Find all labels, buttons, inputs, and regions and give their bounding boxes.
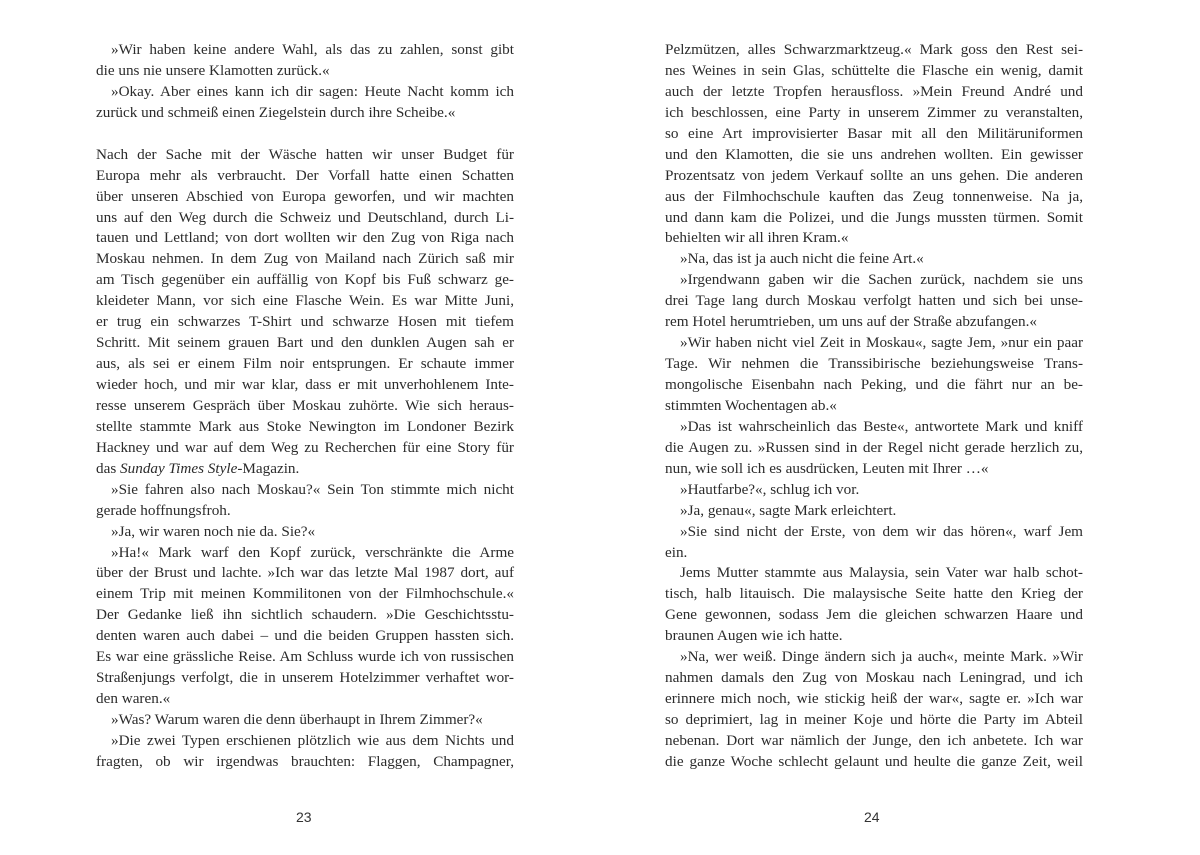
text-line: zurück und schmeiß einen Ziegelstein durch ihre Scheibe.«	[96, 103, 456, 121]
text-line: gerade hoffnungsfroh.	[96, 501, 231, 519]
magazine-title: Sunday Times Style	[120, 459, 238, 477]
text-line: »Wir haben nicht viel Zeit in Moskau«, sagte Jem, »nur ein paar	[680, 334, 1083, 352]
text-line: mongolische Eisenbahn nach Peking, und die fährt nur an be-	[665, 376, 1083, 393]
text-line: rem Hotel herumtrieben, um uns auf der Straße abzufangen.«	[665, 313, 1037, 331]
text-line: Pelzmützen, alles Schwarzmarktzeug.« Mark goss den Rest sei-	[665, 41, 1083, 58]
text-line: aus der Filmhochschule kauften das Zeug tonnenweise. Na ja,	[665, 187, 1083, 205]
text-line: am Tisch gegenüber ein auffällig von Kopf bis Fuß schwarz ge-	[96, 271, 514, 289]
text-line: »Ja, genau«, sagte Mark erleichtert.	[680, 501, 897, 519]
text-line: denten waren auch dabei – und die beiden Gruppen hassten sich.	[96, 627, 514, 645]
text-line: resse unserem Gespräch über Moskau zuhörte. Wie sich heraus-	[96, 396, 514, 414]
text-line: nebenan. Dort war nämlich der Junge, den ich anbetete. Ich war	[665, 731, 1083, 749]
right-page-text	[665, 40, 1083, 773]
text-line: wieder hoch, und mir war klar, dass er mit unverhohlenem Inte-	[96, 376, 514, 393]
text-line: so eine Art improvisierter Basar mit all den Militäruniformen	[665, 124, 1083, 142]
text-line: »Hautfarbe?«, schlug ich vor.	[680, 480, 860, 498]
text-line: »Die zwei Typen erschienen plötzlich wie aus dem Nichts und	[111, 731, 514, 749]
text-line: drei Tage lang durch Moskau verfolgt hatten und sich bei unse-	[665, 292, 1083, 310]
text-line: »Sie fahren also nach Moskau?« Sein Ton stimmte mich nicht	[111, 480, 514, 498]
text-line: die Augen zu. »Russen sind in der Regel nicht gerade herzlich zu,	[665, 438, 1083, 456]
text-line: Es war eine grässliche Reise. Am Schluss wurde ich von russischen	[96, 648, 514, 666]
text-line: »Wir haben keine andere Wahl, als das zu zahlen, sonst gibt	[111, 41, 514, 58]
text-line: »Das ist wahrscheinlich das Beste«, antwortete Mark und kniff	[680, 417, 1083, 435]
text-line: Tage. Wir nehmen die Transsibirische beziehungsweise Trans-	[665, 355, 1083, 373]
text-line: behielten wir all ihren Kram.«	[665, 229, 849, 247]
text-line: Nach der Sache mit der Wäsche hatten wir unser Budget für	[96, 145, 514, 163]
text-line: Schritt. Mit seinem grauen Bart und den dunklen Augen sah er	[96, 334, 514, 352]
text-line: auch der letzte Tropfen herausfloss. »Mein Freund André und	[665, 82, 1083, 100]
text-line: die ganze Woche schlecht gelaunt und heulte die ganze Zeit, weil	[665, 752, 1083, 770]
left-page-text	[96, 40, 514, 773]
text-line: nes Weines in sein Glas, schüttelte die Flasche ein wenig, damit	[665, 61, 1083, 79]
text-line: stimmten Wochentagen ab.«	[665, 396, 837, 414]
text-line: und dann kam die Polizei, und die Jungs mussten türmen. Somit	[665, 208, 1083, 226]
section-break	[96, 124, 514, 145]
text-line: »Ha!« Mark warf den Kopf zurück, verschränkte die Arme	[111, 543, 514, 561]
text-line: »Irgendwann gaben wir die Sachen zurück, nachdem sie uns	[680, 271, 1083, 289]
text-line: »Was? Warum waren die denn überhaupt in Ihrem Zimmer?«	[111, 711, 483, 728]
page-number-left: 23	[296, 809, 312, 825]
text-line: er trug ein schwarzes T-Shirt und schwarze Hosen mit tiefem	[96, 313, 514, 331]
text-line: einem Trip mit meinen Kommilitonen von der Filmhochschule.«	[96, 585, 514, 603]
text-line: kleideter Mann, vor sich eine Flasche Wein. Es war Mitte Juni,	[96, 292, 514, 310]
text-line: nahmen damals den Zug von Moskau nach Leningrad, und ich	[665, 669, 1083, 687]
text-line: tisch, halb litauisch. Die malaysische Seite hatte den Krieg der	[665, 585, 1083, 603]
text-line: »Sie sind nicht der Erste, von dem wir das hören«, warf Jem	[680, 522, 1083, 540]
text-line: ein.	[665, 543, 688, 561]
text-line: »Na, das ist ja auch nicht die feine Art.«	[680, 250, 924, 268]
text-segment: das	[96, 459, 121, 477]
text-line: Prozentsatz von jedem Verkauf sollte an uns gehen. Die anderen	[665, 166, 1083, 184]
text-line: aus, als sei er einem Film noir entsprungen. Er schaute immer	[96, 355, 514, 373]
text-line: die uns nie unsere Klamotten zurück.«	[96, 61, 330, 79]
text-line: Moskau nehmen. In dem Zug von Mailand nach Zürich saß mir	[96, 250, 514, 268]
text-line: braunen Augen wie ich hatte.	[665, 627, 843, 645]
text-line: tauen und Lettland; von dort wollten wir den Zug von Riga nach	[96, 229, 514, 247]
text-line: »Okay. Aber eines kann ich dir sagen: Heute Nacht komm ich	[111, 82, 514, 100]
text-line: fragten, ob wir irgendwas brauchten: Flaggen, Champagner,	[96, 752, 514, 770]
text-line: Straßenjungs verfolgt, die in unserem Hotelzimmer verhaftet wor-	[96, 669, 514, 687]
text-line: uns auf den Weg durch die Schweiz und Deutschland, durch Li-	[96, 208, 514, 226]
text-line: stellte stammte Mark aus Stoke Newington im Londoner Bezirk	[96, 417, 514, 435]
text-line	[96, 459, 514, 480]
text-line: »Na, wer weiß. Dinge ändern sich ja auch«, meinte Mark. »Wir	[680, 648, 1083, 666]
text-line: so deprimiert, lag in meiner Koje und hörte die Party im Abteil	[665, 711, 1083, 728]
text-line: über unseren Abschied von Europa geworfen, und wir machten	[96, 187, 514, 205]
text-line: erinnere mich noch, wie stickig heiß der war«, sagte er. »Ich war	[665, 690, 1083, 708]
text-line: über der Brust und lachte. »Ich war das letzte Mal 1987 dort, auf	[96, 564, 514, 582]
text-line: nun, wie soll ich es ausdrücken, Leuten mit Ihrer …«	[665, 459, 989, 477]
text-line: ich beschlossen, eine Party in unserem Zimmer zu veranstalten,	[665, 103, 1083, 121]
text-line: Europa mehr als verbraucht. Der Vorfall hatte einen Schatten	[96, 166, 514, 184]
text-line: und den Klamotten, die sie uns andrehen wollten. Ein gewisser	[665, 145, 1083, 163]
text-line: Der Gedanke ließ ihn sichtlich schaudern. »Die Geschichtsstu-	[96, 606, 514, 624]
text-segment: -Magazin.	[237, 459, 300, 477]
page-number-right: 24	[864, 809, 880, 825]
text-line: Jems Mutter stammte aus Malaysia, sein Vater war halb schot-	[680, 564, 1083, 582]
text-line: Gene gewonnen, sodass Jem die gleichen schwarzen Haare und	[665, 606, 1083, 624]
text-line: den waren.«	[96, 690, 171, 708]
text-line: Hackney und war auf dem Weg zu Recherchen für eine Story für	[96, 438, 514, 456]
text-line: »Ja, wir waren noch nie da. Sie?«	[111, 522, 316, 540]
